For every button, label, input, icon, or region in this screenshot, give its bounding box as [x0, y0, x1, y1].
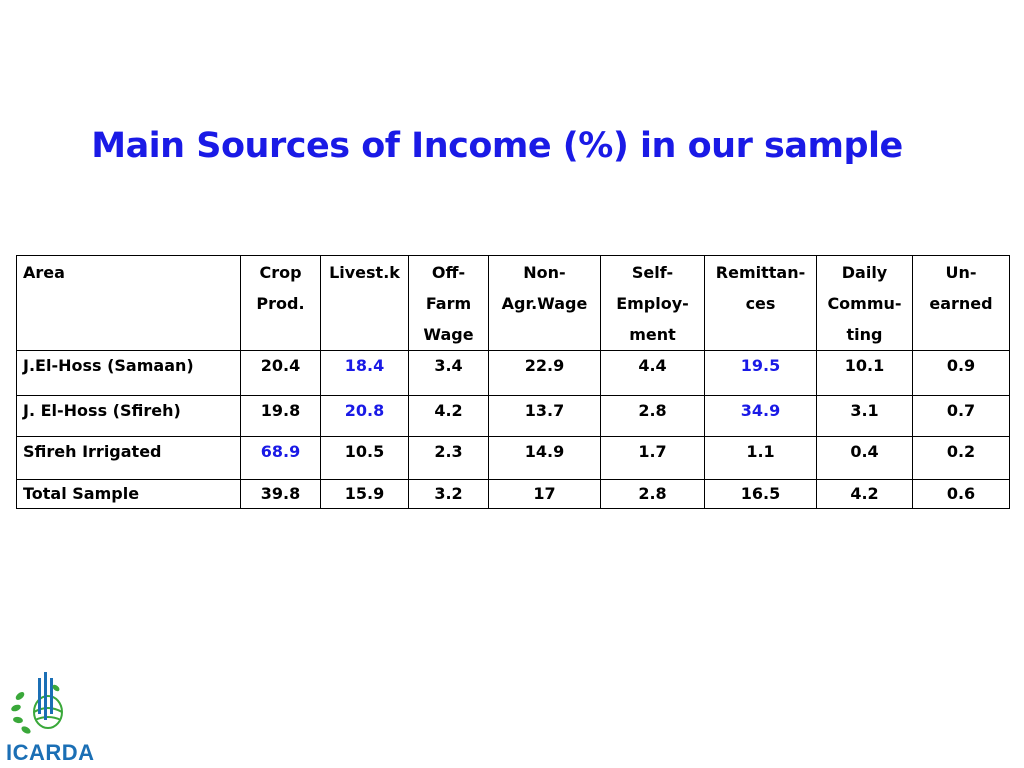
row-area: Sfireh Irrigated [17, 437, 241, 480]
income-table [16, 255, 1010, 509]
row-area: J.El-Hoss (Samaan) [17, 351, 241, 396]
header-unearned: Un- earned [913, 256, 1010, 351]
row-area: Total Sample [17, 480, 241, 509]
cell-remittances: 16.5 [705, 480, 817, 509]
table-header-row [17, 256, 1010, 351]
table-row [17, 396, 1010, 437]
cell-self-employment: 2.8 [601, 480, 705, 509]
cell-unearned: 0.2 [913, 437, 1010, 480]
cell-self-employment: 2.8 [601, 396, 705, 437]
header-daily-commuting: Daily Commu- ting [817, 256, 913, 351]
cell-unearned: 0.9 [913, 351, 1010, 396]
cell-crop-prod: 68.9 [241, 437, 321, 480]
header-non-agr-wage: Non- Agr.Wage [489, 256, 601, 351]
cell-remittances: 19.5 [705, 351, 817, 396]
header-crop-prod: Crop Prod. [241, 256, 321, 351]
cell-off-farm-wage: 3.2 [409, 480, 489, 509]
page-title: Main Sources of Income (%) in our sample [91, 126, 903, 166]
cell-livestock: 10.5 [321, 437, 409, 480]
header-remittances: Remittan- ces [705, 256, 817, 351]
table-row [17, 480, 1010, 509]
cell-self-employment: 1.7 [601, 437, 705, 480]
cell-unearned: 0.6 [913, 480, 1010, 509]
cell-daily-commuting: 4.2 [817, 480, 913, 509]
cell-remittances: 34.9 [705, 396, 817, 437]
cell-off-farm-wage: 3.4 [409, 351, 489, 396]
cell-off-farm-wage: 4.2 [409, 396, 489, 437]
cell-unearned: 0.7 [913, 396, 1010, 437]
cell-livestock: 18.4 [321, 351, 409, 396]
row-area: J. El-Hoss (Sfireh) [17, 396, 241, 437]
cell-self-employment: 4.4 [601, 351, 705, 396]
cell-non-agr-wage: 13.7 [489, 396, 601, 437]
header-off-farm-wage: Off- Farm Wage [409, 256, 489, 351]
cell-daily-commuting: 10.1 [817, 351, 913, 396]
cell-daily-commuting: 3.1 [817, 396, 913, 437]
cell-livestock: 15.9 [321, 480, 409, 509]
cell-non-agr-wage: 17 [489, 480, 601, 509]
cell-crop-prod: 19.8 [241, 396, 321, 437]
icarda-logo-text: ICARDA [6, 740, 95, 765]
cell-non-agr-wage: 14.9 [489, 437, 601, 480]
cell-off-farm-wage: 2.3 [409, 437, 489, 480]
cell-non-agr-wage: 22.9 [489, 351, 601, 396]
header-area: Area [17, 256, 241, 351]
table-row [17, 437, 1010, 480]
header-livestock: Livest.k [321, 256, 409, 351]
header-self-employment: Self- Employ- ment [601, 256, 705, 351]
cell-daily-commuting: 0.4 [817, 437, 913, 480]
cell-crop-prod: 39.8 [241, 480, 321, 509]
cell-remittances: 1.1 [705, 437, 817, 480]
table-row [17, 351, 1010, 396]
cell-livestock: 20.8 [321, 396, 409, 437]
cell-crop-prod: 20.4 [241, 351, 321, 396]
